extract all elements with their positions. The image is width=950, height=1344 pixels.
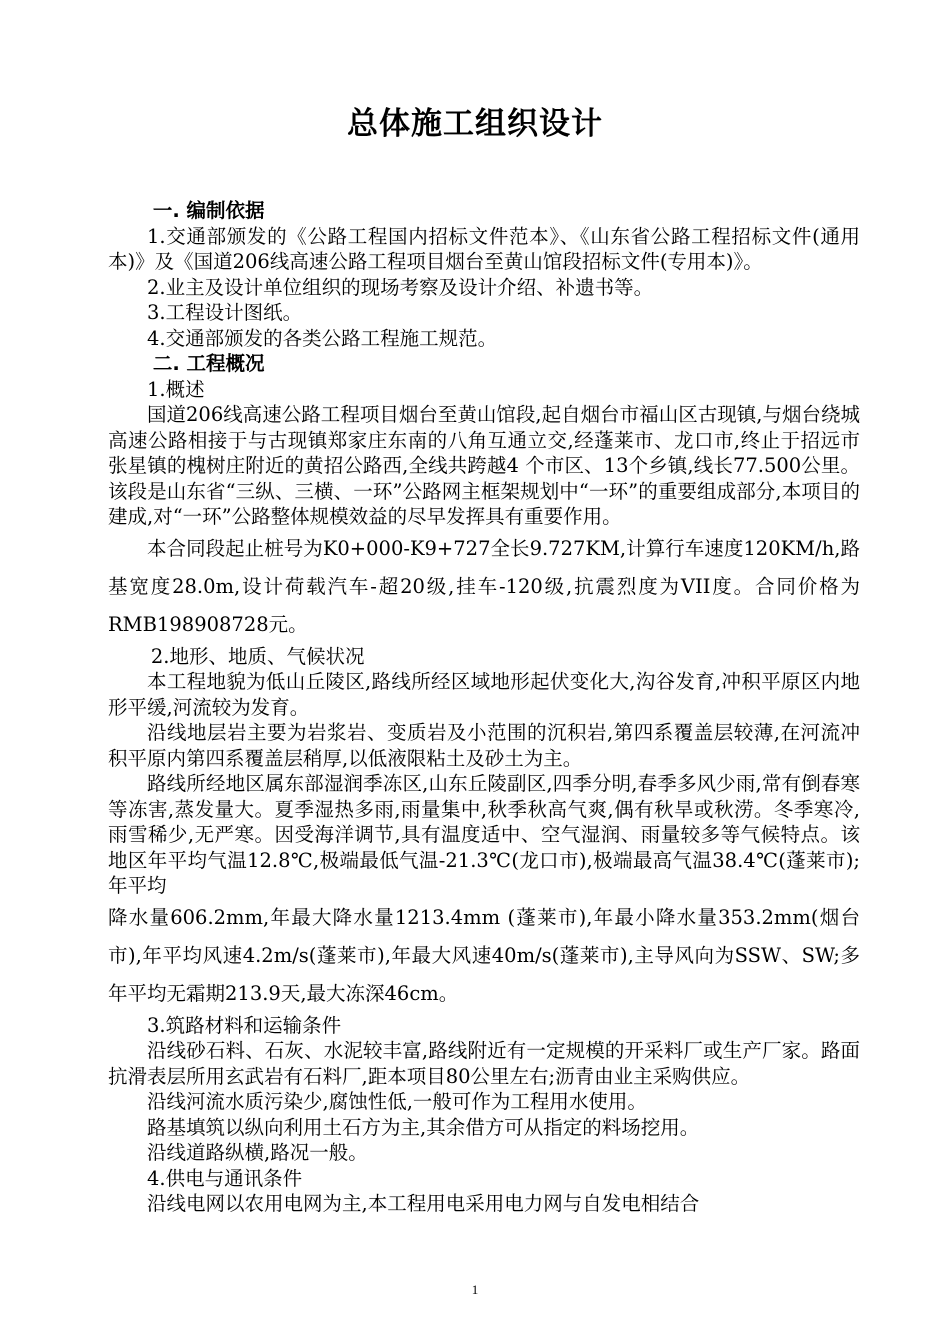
paragraph: 降水量606.2mm,年最大降水量1213.4mm (蓬莱市),年最小降水量353.2mm(烟台市),年平均风速4.2m/s(蓬莱市),年最大风速40m/s(蓬莱市),主导风向为SSW、SW;多年平均无霜期213.9天,最大冻深46cm。 (108, 905, 860, 1005)
paragraph: 沿线电网以农用电网为主,本工程用电采用电力网与自发电相结合 (147, 1192, 700, 1215)
paragraph: 沿线砂石料、石灰、水泥较丰富,路线附近有一定规模的开采料厂或生产厂家。路面抗滑表层所用玄武岩有石料厂,距本项目80公里左右;沥青由业主采购供应。 (108, 1039, 860, 1088)
paragraph: 本合同段起止桩号为K0+000-K9+727全长9.727KM,计算行车速度120KM/h,路基宽度28.0m,设计荷载汽车-超20级,挂车-120级,抗震烈度为VII度。合同价格为RMB198908728元。 (108, 536, 860, 636)
subsection-heading: 3.筑路材料和运输条件 (147, 1013, 342, 1037)
paragraph: 4.交通部颁发的各类公路工程施工规范。 (147, 326, 498, 350)
paragraph: 3.工程设计图纸。 (147, 301, 303, 324)
paragraph: 本工程地貌为低山丘陵区,路线所经区域地形起伏变化大,沟谷发育,冲积平原区内地形平缓,河流较为发育。 (108, 670, 860, 719)
paragraph: 沿线道路纵横,路况一般。 (147, 1141, 368, 1164)
subsection-heading: 2.地形、地质、气候状况 (150, 644, 365, 668)
section-heading: 二. 工程概况 (152, 352, 265, 375)
paragraph: 路基填筑以纵向利用土石方为主,其余借方可从指定的料场挖用。 (147, 1115, 700, 1139)
section-heading: 一. 编制依据 (152, 199, 265, 222)
paragraph: 国道206线高速公路工程项目烟台至黄山馆段,起自烟台市福山区古现镇,与烟台绕城高速公路相接于与古现镇郑家庄东南的八角互通立交,经蓬莱市、龙口市,终止于招远市张星镇的槐树庄附近的黄招公路西,全线共跨越4 个市区、13个乡镇,线长77.500公里。该段是山东省“三纵、三横、一环”公路网主框架规划中“一环”的重要组成部分,本项目的建成,对“一环”公路整体规模效益的尽早发挥具有重要作用。 (108, 403, 860, 528)
paragraph: 1.交通部颁发的《公路工程国内招标文件范本》、《山东省公路工程招标文件(通用本)》及《国道206线高速公路工程项目烟台至黄山馆段招标文件(专用本)》。 (108, 224, 860, 273)
paragraph: 路线所经地区属东部湿润季冻区,山东丘陵副区,四季分明,春季多风少雨,常有倒春寒等冻害,蒸发量大。夏季湿热多雨,雨量集中,秋季秋高气爽,偶有秋旱或秋涝。冬季寒冷,雨雪稀少,无严寒。因受海洋调节,具有温度适中、空气湿润、雨量较多等气候特点。该地区年平均气温12.8℃,极端最低气温-21.3℃(龙口市),极端最高气温38.4℃(蓬莱市);年平均 (108, 772, 860, 897)
document-body (108, 198, 860, 1217)
paragraph: 2.业主及设计单位组织的现场考察及设计介绍、补遗书等。 (147, 275, 654, 299)
subsection-heading: 4.供电与通讯条件 (147, 1166, 303, 1190)
page-number: 1 (471, 1282, 479, 1297)
subsection-heading: 1.概述 (147, 377, 205, 401)
paragraph: 沿线河流水质污染少,腐蚀性低,一般可作为工程用水使用。 (147, 1090, 647, 1113)
paragraph: 沿线地层岩主要为岩浆岩、变质岩及小范围的沉积岩,第四系覆盖层较薄,在河流冲积平原内第四系覆盖层稍厚,以低液限粘土及砂土为主。 (108, 721, 860, 770)
page-title: 总体施工组织设计 (347, 106, 603, 142)
